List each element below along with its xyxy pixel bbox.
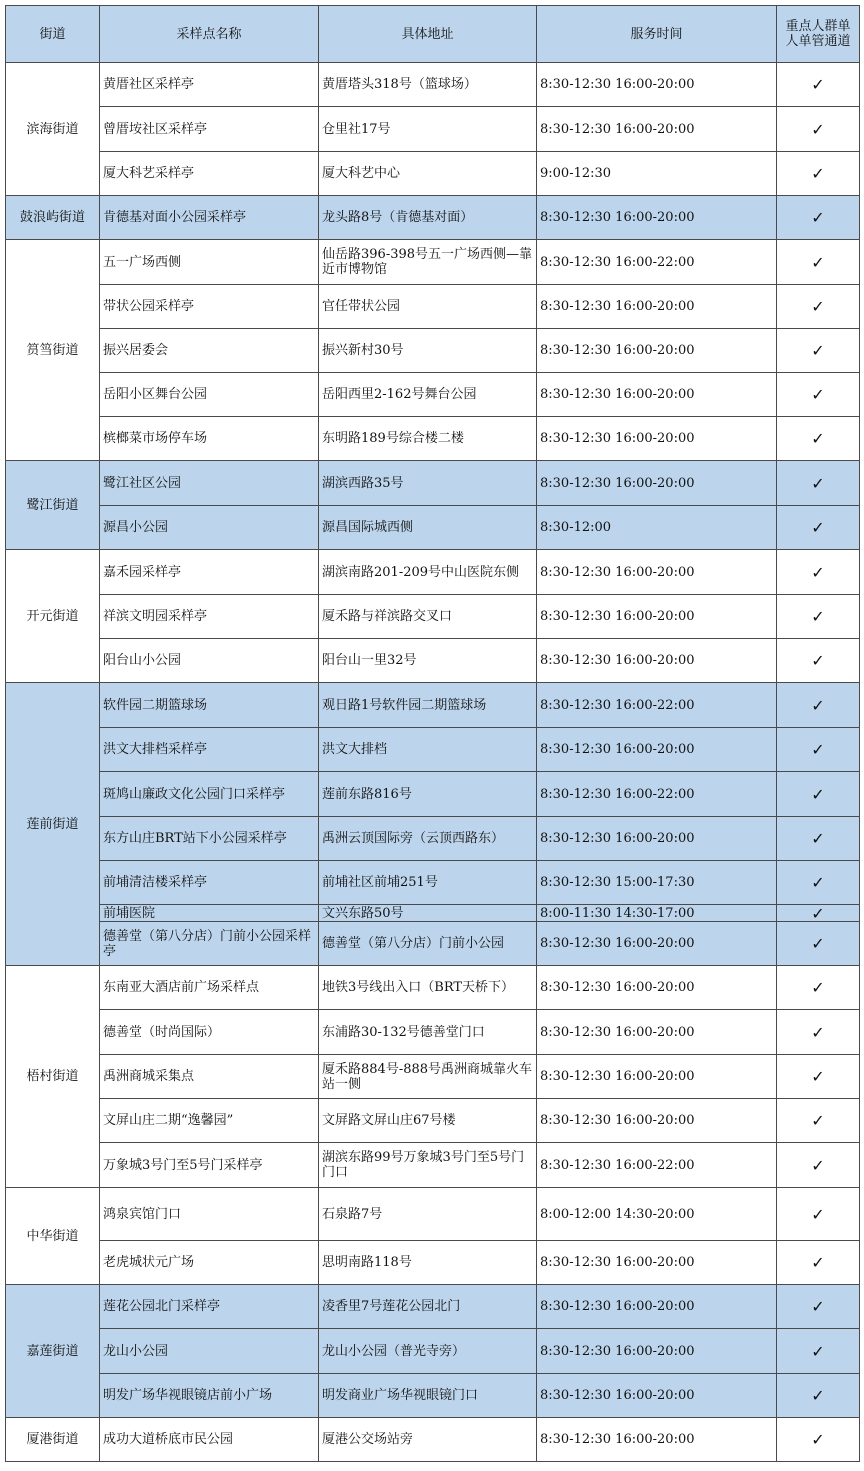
address-cell: 官任带状公园: [319, 285, 537, 329]
checkmark-icon: ✓: [777, 196, 860, 240]
service-hours-cell: 8:30-12:30 16:00-20:00: [537, 550, 777, 595]
address-cell: 振兴新村30号: [319, 329, 537, 373]
checkmark-icon: ✓: [777, 1418, 860, 1462]
table-row: [6, 1418, 860, 1462]
header-priority-channel: 重点人群单人单管通道: [777, 6, 860, 63]
address-cell: 观日路1号软件园二期篮球场: [319, 683, 537, 728]
site-name-cell: 龙山小公园: [100, 1329, 319, 1374]
address-cell: 凌香里7号莲花公园北门: [319, 1285, 537, 1329]
checkmark-icon: ✓: [777, 861, 860, 905]
site-name-cell: 斑鸠山廉政文化公园门口采样亭: [100, 772, 319, 817]
table-row: [6, 63, 860, 107]
address-cell: 东浦路30-132号德善堂门口: [319, 1010, 537, 1055]
header-district: 街道: [6, 6, 100, 63]
checkmark-icon: ✓: [777, 595, 860, 639]
checkmark-icon: ✓: [777, 107, 860, 152]
site-name-cell: 五一广场西侧: [100, 240, 319, 285]
checkmark-icon: ✓: [777, 728, 860, 772]
address-cell: 厦禾路884号-888号禹洲商城靠火车站一侧: [319, 1055, 537, 1099]
address-cell: 洪文大排档: [319, 728, 537, 772]
site-name-cell: 文屏山庄二期“逸馨园”: [100, 1099, 319, 1143]
table-row: [6, 772, 860, 817]
table-row: [6, 1010, 860, 1055]
site-name-cell: 德善堂（时尚国际）: [100, 1010, 319, 1055]
checkmark-icon: ✓: [777, 1285, 860, 1329]
service-hours-cell: 8:00-12:00 14:30-20:00: [537, 1188, 777, 1241]
site-name-cell: 洪文大排档采样亭: [100, 728, 319, 772]
service-hours-cell: 8:30-12:30 16:00-22:00: [537, 1143, 777, 1188]
table-row: [6, 373, 860, 417]
table-row: [6, 1241, 860, 1285]
service-hours-cell: 8:30-12:30 16:00-20:00: [537, 196, 777, 240]
service-hours-cell: 8:30-12:30 16:00-20:00: [537, 966, 777, 1010]
service-hours-cell: 9:00-12:30: [537, 152, 777, 196]
service-hours-cell: 8:30-12:30 16:00-20:00: [537, 1329, 777, 1374]
address-cell: 阳台山一里32号: [319, 639, 537, 683]
site-name-cell: 阳台山小公园: [100, 639, 319, 683]
service-hours-cell: 8:30-12:30 16:00-20:00: [537, 922, 777, 966]
service-hours-cell: 8:30-12:30 16:00-20:00: [537, 595, 777, 639]
checkmark-icon: ✓: [777, 905, 860, 922]
address-cell: 仓里社17号: [319, 107, 537, 152]
site-name-cell: 前埔医院: [100, 905, 319, 922]
service-hours-cell: 8:30-12:30 16:00-20:00: [537, 728, 777, 772]
site-name-cell: 莲花公园北门采样亭: [100, 1285, 319, 1329]
service-hours-cell: 8:30-12:30 16:00-22:00: [537, 240, 777, 285]
site-name-cell: 源昌小公园: [100, 506, 319, 550]
address-cell: 地铁3号线出入口（BRT天桥下）: [319, 966, 537, 1010]
checkmark-icon: ✓: [777, 1099, 860, 1143]
checkmark-icon: ✓: [777, 1055, 860, 1099]
table-row: [6, 550, 860, 595]
table-row: [6, 595, 860, 639]
checkmark-icon: ✓: [777, 1374, 860, 1418]
service-hours-cell: 8:30-12:30 16:00-22:00: [537, 772, 777, 817]
address-cell: 前埔社区前埔251号: [319, 861, 537, 905]
address-cell: 厦大科艺中心: [319, 152, 537, 196]
address-cell: 源昌国际城西侧: [319, 506, 537, 550]
service-hours-cell: 8:00-11:30 14:30-17:00: [537, 905, 777, 922]
address-cell: 龙头路8号（肯德基对面）: [319, 196, 537, 240]
address-cell: 思明南路118号: [319, 1241, 537, 1285]
checkmark-icon: ✓: [777, 329, 860, 373]
district-cell: 滨海街道: [6, 63, 100, 196]
header-site-name: 采样点名称: [100, 6, 319, 63]
address-cell: 石泉路7号: [319, 1188, 537, 1241]
site-name-cell: 肯德基对面小公园采样亭: [100, 196, 319, 240]
site-name-cell: 软件园二期篮球场: [100, 683, 319, 728]
table-row: [6, 285, 860, 329]
service-hours-cell: 8:30-12:30 16:00-20:00: [537, 1374, 777, 1418]
service-hours-cell: 8:30-12:30 16:00-20:00: [537, 1418, 777, 1462]
table-row: [6, 1188, 860, 1241]
site-name-cell: 成功大道桥底市民公园: [100, 1418, 319, 1462]
checkmark-icon: ✓: [777, 683, 860, 728]
service-hours-cell: 8:30-12:30 16:00-20:00: [537, 329, 777, 373]
address-cell: 明发商业广场华视眼镜门口: [319, 1374, 537, 1418]
checkmark-icon: ✓: [777, 639, 860, 683]
checkmark-icon: ✓: [777, 152, 860, 196]
checkmark-icon: ✓: [777, 417, 860, 461]
site-name-cell: 东方山庄BRT站下小公园采样亭: [100, 817, 319, 861]
address-cell: 湖滨西路35号: [319, 461, 537, 506]
site-name-cell: 嘉禾园采样亭: [100, 550, 319, 595]
site-name-cell: 德善堂（第八分店）门前小公园采样亭: [100, 922, 319, 966]
address-cell: 岳阳西里2-162号舞台公园: [319, 373, 537, 417]
checkmark-icon: ✓: [777, 772, 860, 817]
address-cell: 东明路189号综合楼二楼: [319, 417, 537, 461]
district-cell: 莲前街道: [6, 683, 100, 966]
checkmark-icon: ✓: [777, 817, 860, 861]
service-hours-cell: 8:30-12:30 16:00-20:00: [537, 461, 777, 506]
checkmark-icon: ✓: [777, 550, 860, 595]
checkmark-icon: ✓: [777, 461, 860, 506]
address-cell: 龙山小公园（普光寺旁）: [319, 1329, 537, 1374]
site-name-cell: 万象城3号门至5号门采样亭: [100, 1143, 319, 1188]
site-name-cell: 厦大科艺采样亭: [100, 152, 319, 196]
checkmark-icon: ✓: [777, 240, 860, 285]
service-hours-cell: 8:30-12:30 16:00-20:00: [537, 1099, 777, 1143]
address-cell: 黄厝塔头318号（篮球场）: [319, 63, 537, 107]
table-row: [6, 728, 860, 772]
district-cell: 鼓浪屿街道: [6, 196, 100, 240]
table-row: [6, 1374, 860, 1418]
district-cell: 筼筜街道: [6, 240, 100, 461]
district-cell: 嘉莲街道: [6, 1285, 100, 1418]
service-hours-cell: 8:30-12:30 16:00-20:00: [537, 285, 777, 329]
service-hours-cell: 8:30-12:30 16:00-20:00: [537, 373, 777, 417]
site-name-cell: 鸿泉宾馆门口: [100, 1188, 319, 1241]
district-cell: 开元街道: [6, 550, 100, 683]
address-cell: 文屏路文屏山庄67号楼: [319, 1099, 537, 1143]
table-row: [6, 966, 860, 1010]
checkmark-icon: ✓: [777, 1010, 860, 1055]
address-cell: 德善堂（第八分店）门前小公园: [319, 922, 537, 966]
address-cell: 禹洲云顶国际旁（云顶西路东）: [319, 817, 537, 861]
checkmark-icon: ✓: [777, 285, 860, 329]
table-row: [6, 506, 860, 550]
service-hours-cell: 8:30-12:30 16:00-20:00: [537, 639, 777, 683]
table-row: [6, 861, 860, 905]
table-row: [6, 1285, 860, 1329]
address-cell: 湖滨南路201-209号中山医院东侧: [319, 550, 537, 595]
table-row: [6, 817, 860, 861]
service-hours-cell: 8:30-12:30 15:00-17:30: [537, 861, 777, 905]
table-row: [6, 922, 860, 966]
service-hours-cell: 8:30-12:30 16:00-20:00: [537, 1055, 777, 1099]
site-name-cell: 前埔清洁楼采样亭: [100, 861, 319, 905]
site-name-cell: 明发广场华视眼镜店前小广场: [100, 1374, 319, 1418]
site-name-cell: 岳阳小区舞台公园: [100, 373, 319, 417]
service-hours-cell: 8:30-12:30 16:00-20:00: [537, 1285, 777, 1329]
address-cell: 仙岳路396-398号五一广场西侧—靠近市博物馆: [319, 240, 537, 285]
district-cell: 梧村街道: [6, 966, 100, 1188]
district-cell: 中华街道: [6, 1188, 100, 1285]
table-row: [6, 461, 860, 506]
address-cell: 文兴东路50号: [319, 905, 537, 922]
checkmark-icon: ✓: [777, 1329, 860, 1374]
header-service-hours: 服务时间: [537, 6, 777, 63]
table-row: [6, 329, 860, 373]
address-cell: 厦港公交场站旁: [319, 1418, 537, 1462]
site-name-cell: 槟榔菜市场停车场: [100, 417, 319, 461]
service-hours-cell: 8:30-12:30 16:00-20:00: [537, 107, 777, 152]
table-row: [6, 905, 860, 922]
checkmark-icon: ✓: [777, 1241, 860, 1285]
checkmark-icon: ✓: [777, 506, 860, 550]
service-hours-cell: 8:30-12:30 16:00-22:00: [537, 683, 777, 728]
checkmark-icon: ✓: [777, 1188, 860, 1241]
table-row: [6, 683, 860, 728]
site-name-cell: 振兴居委会: [100, 329, 319, 373]
site-name-cell: 祥滨文明园采样亭: [100, 595, 319, 639]
testing-sites-table: [5, 5, 860, 1462]
checkmark-icon: ✓: [777, 922, 860, 966]
address-cell: 厦禾路与祥滨路交叉口: [319, 595, 537, 639]
table-row: [6, 1329, 860, 1374]
site-name-cell: 曾厝垵社区采样亭: [100, 107, 319, 152]
address-cell: 湖滨东路99号万象城3号门至5号门门口: [319, 1143, 537, 1188]
site-name-cell: 东南亚大酒店前广场采样点: [100, 966, 319, 1010]
table-row: [6, 152, 860, 196]
checkmark-icon: ✓: [777, 373, 860, 417]
header-address: 具体地址: [319, 6, 537, 63]
site-name-cell: 老虎城状元广场: [100, 1241, 319, 1285]
district-cell: 厦港街道: [6, 1418, 100, 1462]
site-name-cell: 禹洲商城采集点: [100, 1055, 319, 1099]
header-row: [6, 6, 860, 63]
service-hours-cell: 8:30-12:30 16:00-20:00: [537, 817, 777, 861]
table-row: [6, 1055, 860, 1099]
site-name-cell: 带状公园采样亭: [100, 285, 319, 329]
checkmark-icon: ✓: [777, 1143, 860, 1188]
district-cell: 鹭江街道: [6, 461, 100, 550]
address-cell: 莲前东路816号: [319, 772, 537, 817]
table-row: [6, 1099, 860, 1143]
service-hours-cell: 8:30-12:30 16:00-20:00: [537, 63, 777, 107]
table-row: [6, 240, 860, 285]
table-row: [6, 196, 860, 240]
service-hours-cell: 8:30-12:30 16:00-20:00: [537, 1241, 777, 1285]
site-name-cell: 黄厝社区采样亭: [100, 63, 319, 107]
service-hours-cell: 8:30-12:30 16:00-20:00: [537, 1010, 777, 1055]
checkmark-icon: ✓: [777, 966, 860, 1010]
service-hours-cell: 8:30-12:30 16:00-20:00: [537, 417, 777, 461]
table-row: [6, 107, 860, 152]
checkmark-icon: ✓: [777, 63, 860, 107]
site-name-cell: 鹭江社区公园: [100, 461, 319, 506]
table-row: [6, 639, 860, 683]
service-hours-cell: 8:30-12:00: [537, 506, 777, 550]
table-row: [6, 1143, 860, 1188]
table-row: [6, 417, 860, 461]
